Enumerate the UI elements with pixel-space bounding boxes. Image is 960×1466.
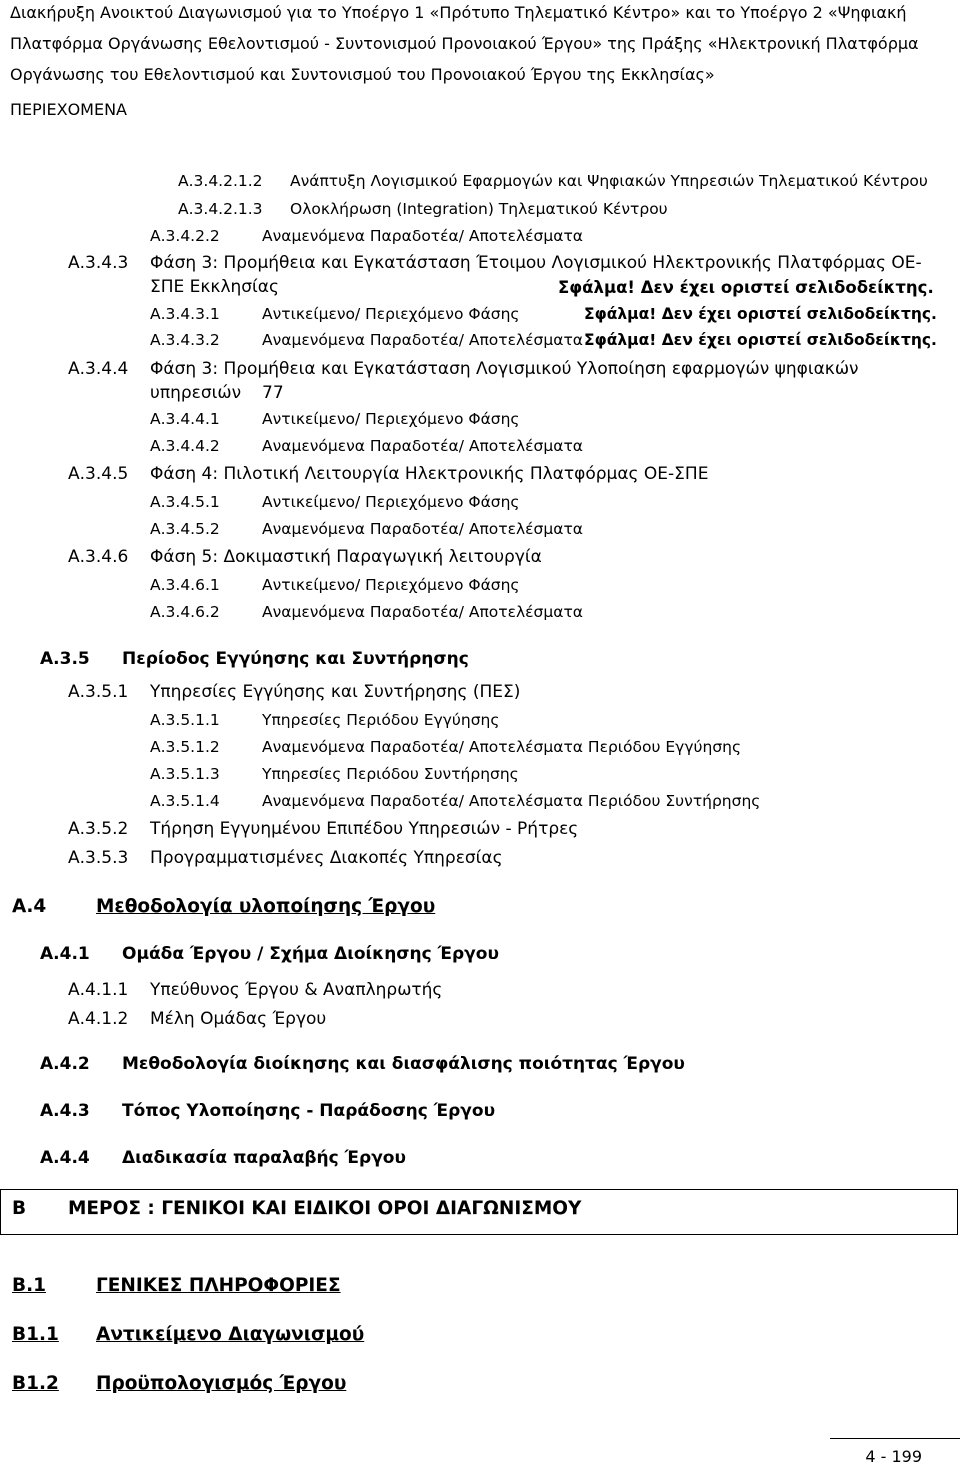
toc-entry-number: Α.3.4.2.1.3 [178,200,263,218]
toc-entry-page: 77 [262,383,284,403]
toc-entry-title: Αντικείμενο/ Περιεχόμενο Φάσης [262,305,520,323]
toc-entry-number: Α.4.1.2 [68,1009,129,1029]
toc-entry-title: Φάση 5: Δοκιμαστική Παραγωγική λειτουργία [150,547,542,567]
toc-entry-number: Α.4.4 [40,1148,90,1168]
toc-entry-title: Ολοκλήρωση (Integration) Τηλεματικού Κέντρου [290,200,668,218]
toc-entry-number: Α.4.1.1 [68,980,129,1000]
toc-entry-title-continued: ΣΠΕ Εκκλησίας [150,277,279,297]
toc-entry-title: Αντικείμενο Διαγωνισμού [96,1324,365,1345]
toc-entry-number: Β1.1 [12,1324,59,1345]
toc-entry-title: Φάση 3: Προμήθεια και Εγκατάσταση Λογισμικού Υλοποίηση εφαρμογών ψηφιακών [150,359,859,379]
toc-entry-title: Μεθοδολογία διοίκησης και διασφάλισης ποιότητας Έργου [122,1054,685,1074]
toc-entry-title: Ομάδα Έργου / Σχήμα Διοίκησης Έργου [122,944,499,964]
toc-entry-title: Αναμενόμενα Παραδοτέα/ Αποτελέσματα [262,437,584,455]
toc-entry-title: ΓΕΝΙΚΕΣ ΠΛΗΡΟΦΟΡΙΕΣ [96,1275,341,1296]
document-header-line-3: Οργάνωσης του Εθελοντισμού και Συντονισμού του Προνοιακού Έργου της Εκκλησίας» [10,65,715,84]
toc-entry-number: Α.4.3 [40,1101,90,1121]
toc-entry-number: Α.3.4.6 [68,547,129,567]
toc-entry-title: Αναμενόμενα Παραδοτέα/ Αποτελέσματα [262,603,584,621]
toc-entry-title: Αναμενόμενα Παραδοτέα/ Αποτελέσματα Περιόδου Εγγύησης [262,738,742,756]
toc-entry-number: Α.3.5.1 [68,682,129,702]
toc-entry-number: Α.3.4.4.2 [150,437,220,455]
toc-entry-number: Α.4.2 [40,1054,90,1074]
toc-entry-number: Α.3.4.6.1 [150,576,220,594]
toc-entry-title: Φάση 4: Πιλοτική Λειτουργία Ηλεκτρονικής Πλατφόρμας ΟΕ-ΣΠΕ [150,464,709,484]
toc-entry-number: Α.3.4.4.1 [150,410,220,428]
toc-entry-title: Μέλη Ομάδας Έργου [150,1009,327,1029]
toc-entry-title: Αναμενόμενα Παραδοτέα/ Αποτελέσματα [262,520,584,538]
toc-entry-title: Περίοδος Εγγύησης και Συντήρησης [122,649,469,669]
toc-entry-title: Αναμενόμενα Παραδοτέα/ Αποτελέσματα [262,227,584,245]
toc-entry-title: Τόπος Υλοποίησης - Παράδοσης Έργου [122,1101,496,1121]
toc-entry-title: ΜΕΡΟΣ : ΓΕΝΙΚΟΙ ΚΑΙ ΕΙΔΙΚΟΙ ΟΡΟΙ ΔΙΑΓΩΝΙΣΜΟΥ [68,1198,582,1219]
toc-entry-number: Α.3.5.2 [68,819,129,839]
toc-entry-title: Προγραμματισμένες Διακοπές Υπηρεσίας [150,848,503,868]
toc-entry-title: Αντικείμενο/ Περιεχόμενο Φάσης [262,410,520,428]
toc-entry-number: Α.3.4.3.2 [150,331,220,349]
toc-entry-title: Διαδικασία παραλαβής Έργου [122,1148,406,1168]
toc-entry-title: Υπηρεσίες Περιόδου Συντήρησης [262,765,519,783]
toc-entry-number: Α.4 [12,896,47,917]
toc-entry-number: Α.3.5.1.2 [150,738,220,756]
toc-entry-number: Α.3.5.1.1 [150,711,220,729]
toc-entry-number: Α.4.1 [40,944,90,964]
footer-rule [830,1438,960,1439]
toc-entry-number: Α.3.4.5.1 [150,493,220,511]
toc-entry-number: Α.3.5.1.3 [150,765,220,783]
toc-entry-number: Α.3.4.6.2 [150,603,220,621]
toc-entry-number: Β.1 [12,1275,47,1296]
toc-entry-number: Α.3.4.3 [68,253,129,273]
toc-entry-number: Β1.2 [12,1373,59,1394]
toc-entry-title: Αντικείμενο/ Περιεχόμενο Φάσης [262,576,520,594]
bookmark-error: Σφάλμα! Δεν έχει οριστεί σελιδοδείκτης. [584,305,937,323]
toc-entry-number: Α.3.5 [40,649,90,669]
toc-entry-title: Τήρηση Εγγυημένου Επιπέδου Υπηρεσιών - Ρήτρες [150,819,579,839]
toc-entry-title: Αντικείμενο/ Περιεχόμενο Φάσης [262,493,520,511]
toc-entry-title: Προϋπολογισμός Έργου [96,1373,347,1394]
toc-entry-number: Α.3.4.2.1.2 [178,172,263,190]
document-header-line-2: Πλατφόρμα Οργάνωσης Εθελοντισμού - Συντονισμού Προνοιακού Έργου» της Πράξης «Ηλεκτρονική Πλατφόρμα [10,34,919,53]
toc-entry-title: Μεθοδολογία υλοποίησης Έργου [96,896,436,917]
toc-entry-number: Α.3.5.3 [68,848,129,868]
toc-heading: ΠΕΡΙΕΧΟΜΕΝΑ [10,100,127,119]
toc-entry-number: Α.3.4.2.2 [150,227,220,245]
toc-entry-title: Αναμενόμενα Παραδοτέα/ Αποτελέσματα [262,331,584,349]
toc-entry-title-continued: υπηρεσιών [150,383,242,403]
toc-entry-number: Β [12,1198,27,1219]
bookmark-error: Σφάλμα! Δεν έχει οριστεί σελιδοδείκτης. [584,331,937,349]
page-number: 4 - 199 [865,1447,922,1466]
toc-entry-title: Υπηρεσίες Εγγύησης και Συντήρησης (ΠΕΣ) [150,682,521,702]
toc-entry-title: Ανάπτυξη Λογισμικού Εφαρμογών και Ψηφιακών Υπηρεσιών Τηλεματικού Κέντρου [290,172,928,190]
toc-entry-number: Α.3.5.1.4 [150,792,220,810]
toc-entry-number: Α.3.4.5 [68,464,129,484]
toc-entry-number: Α.3.4.3.1 [150,305,220,323]
toc-entry-number: Α.3.4.4 [68,359,129,379]
toc-entry-title: Υπηρεσίες Περιόδου Εγγύησης [262,711,500,729]
toc-entry-title: Υπεύθυνος Έργου & Αναπληρωτής [150,980,443,1000]
document-header-line-1: Διακήρυξη Ανοικτού Διαγωνισμού για το Υποέργο 1 «Πρότυπο Τηλεματικό Κέντρο» και το Υποέργο 2 «Ψηφιακή [10,3,907,22]
toc-entry-title: Φάση 3: Προμήθεια και Εγκατάσταση Έτοιμου Λογισμικού Ηλεκτρονικής Πλατφόρμας ΟΕ- [150,253,922,273]
toc-entry-number: Α.3.4.5.2 [150,520,220,538]
toc-entry-title: Αναμενόμενα Παραδοτέα/ Αποτελέσματα Περιόδου Συντήρησης [262,792,761,810]
bookmark-error: Σφάλμα! Δεν έχει οριστεί σελιδοδείκτης. [558,278,934,297]
